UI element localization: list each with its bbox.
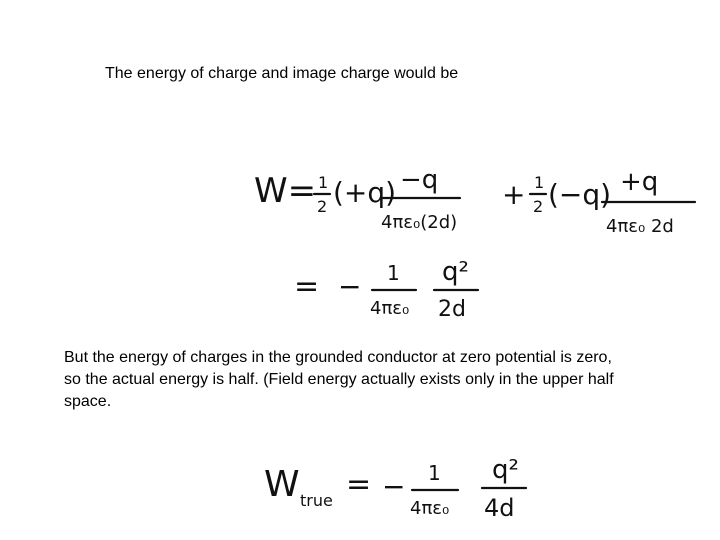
equation-energy-total — [250, 160, 710, 250]
eq3-lhs: W — [264, 464, 300, 505]
eq2-q-num: q² — [442, 257, 469, 287]
eq2-equals: = — [294, 269, 320, 304]
eq2-coef-num: 1 — [387, 261, 400, 285]
eq3-equals: = — [346, 467, 372, 502]
eq1-charge2: (−q) — [548, 178, 612, 211]
eq1-frac2-num: +q — [620, 167, 659, 197]
eq3-q-den: 4d — [484, 494, 515, 522]
eq1-half2-num: 1 — [534, 173, 545, 192]
eq1-charge1: (+q) — [333, 176, 397, 209]
explanation-line: so the actual energy is half. (Field energy actually exists only in the upper half — [64, 371, 614, 388]
eq2-coef-den: 4πε₀ — [370, 298, 410, 319]
eq1-frac1-den: 4πε₀(2d) — [381, 212, 458, 233]
eq1-plus: + — [502, 178, 526, 211]
eq1-frac1-num: −q — [400, 165, 439, 195]
eq1-half-num: 1 — [318, 173, 329, 192]
eq2-q-den: 2d — [438, 297, 466, 322]
equation-energy-simplified — [290, 250, 510, 330]
eq3-coef-den: 4πε₀ — [410, 498, 450, 519]
eq1-half-den: 2 — [317, 197, 328, 216]
equation-energy-true — [260, 448, 540, 528]
explanation-line: space. — [64, 393, 112, 410]
explanation-text — [64, 347, 714, 413]
eq1-frac2-den: 4πε₀ 2d — [606, 216, 674, 237]
eq3-subscript: true — [300, 491, 333, 510]
intro-text: The energy of charge and image charge would be — [105, 65, 459, 82]
eq1-half2-den: 2 — [533, 197, 544, 216]
eq3-minus: − — [382, 470, 406, 503]
eq3-coef-num: 1 — [428, 461, 441, 485]
eq1-lhs: W= — [254, 171, 317, 211]
eq2-minus: − — [338, 270, 362, 303]
explanation-line: But the energy of charges in the grounded conductor at zero potential is zero, — [64, 349, 612, 366]
eq3-q-num: q² — [492, 455, 519, 485]
